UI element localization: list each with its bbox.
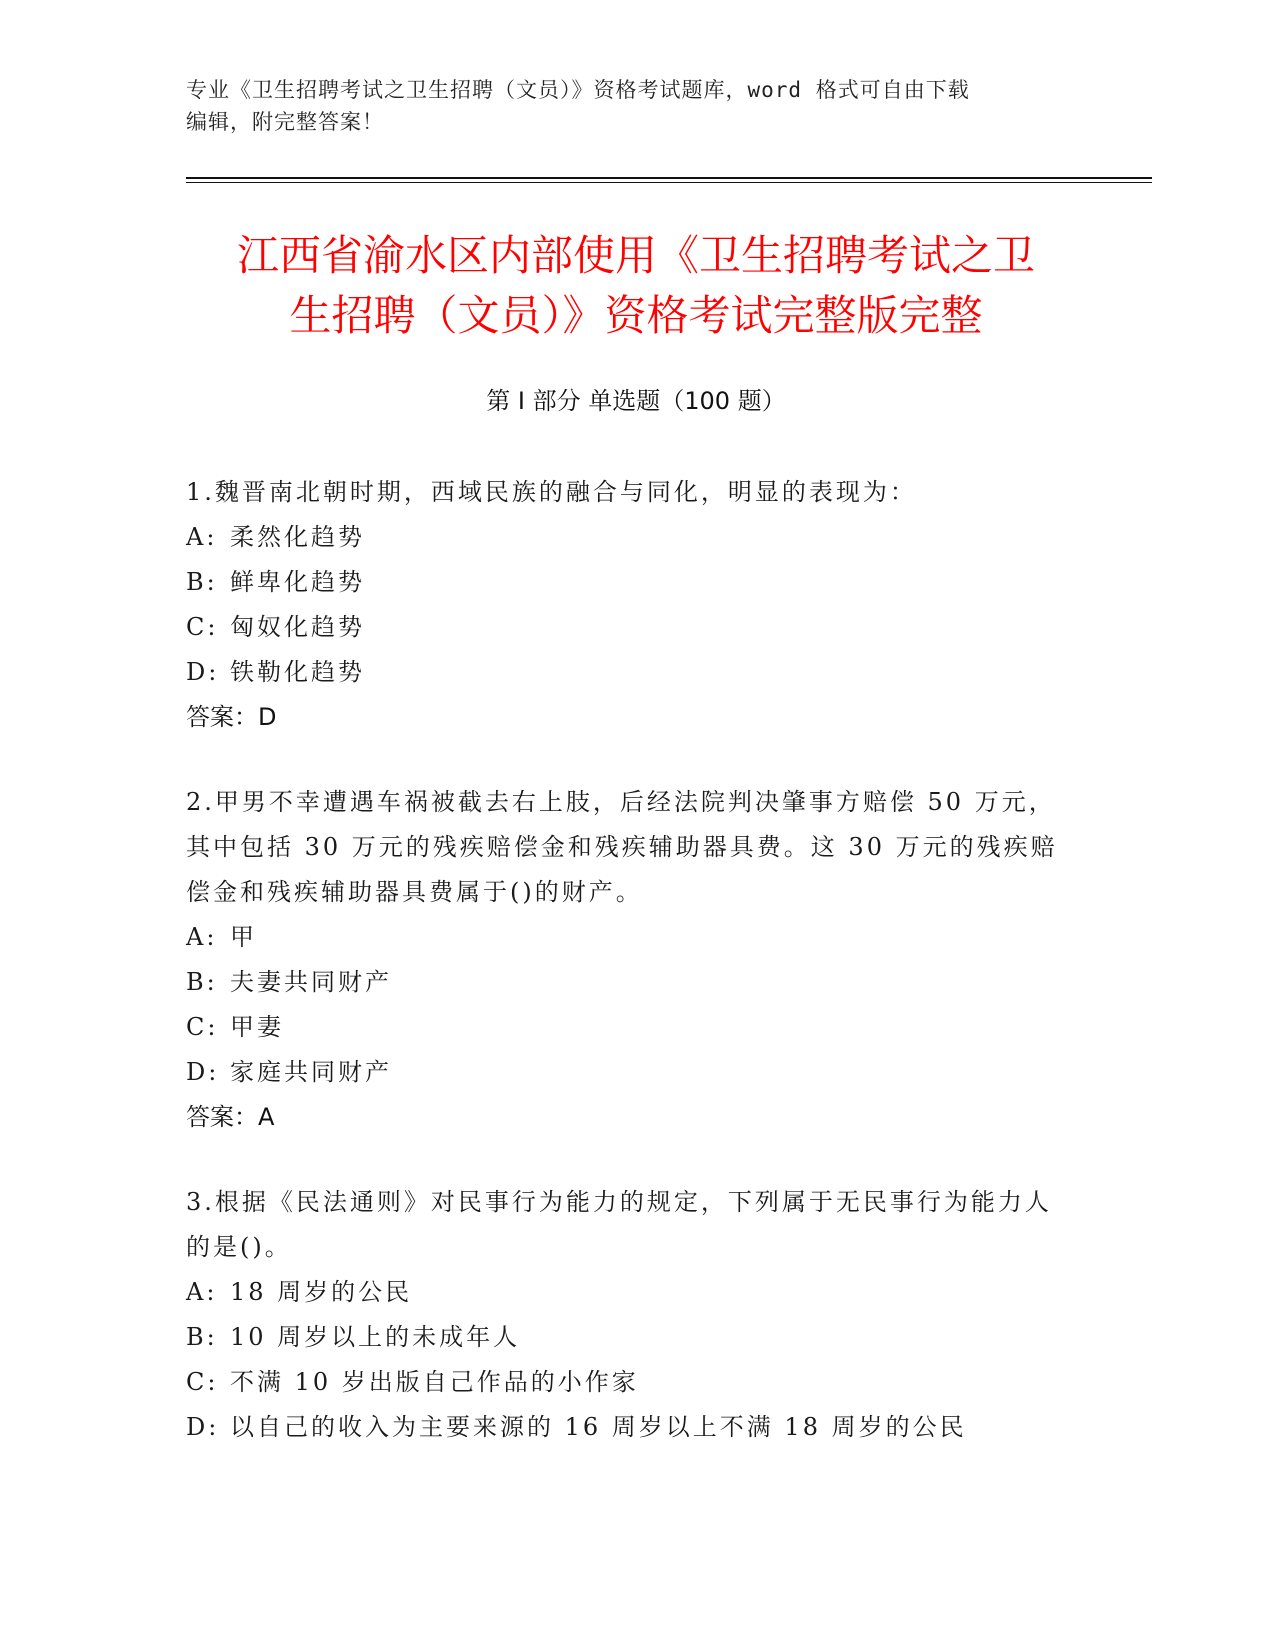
option-c [186, 1005, 1066, 1050]
option-text: 10 周岁以上的未成年人 [230, 1323, 521, 1351]
option-d [186, 1405, 1066, 1450]
header-note-line-2: 编辑，附完整答案！ [186, 110, 384, 134]
header-note [186, 74, 1086, 138]
option-text: 夫妻共同财产 [230, 968, 392, 996]
option-letter: D: [186, 1058, 220, 1086]
document-title-line-2: 生招聘（文员）》资格考试完整版完整 [289, 291, 983, 340]
option-letter: B: [186, 968, 218, 996]
question-2 [186, 780, 1066, 1140]
option-c [186, 605, 1066, 650]
option-a [186, 915, 1066, 960]
header-divider-thick [186, 177, 1152, 179]
question-stem: 2.甲男不幸遭遇车祸被截去右上肢，后经法院判决肇事方赔偿 50 万元，其中包括 30 万元的残疾赔偿金和残疾辅助器具费。这 30 万元的残疾赔偿金和残疾辅助器具费属于()的财产。 [186, 788, 1058, 906]
question-stem: 3.根据《民法通则》对民事行为能力的规定，下列属于无民事行为能力人的是()。 [186, 1188, 1052, 1261]
header-note-line-1: 专业《卫生招聘考试之卫生招聘（文员）》资格考试题库，word 格式可自由下载 [186, 78, 970, 102]
answer-label: 答案：A [186, 1103, 275, 1131]
section-title: 第 I 部分 单选题（100 题） [486, 387, 786, 415]
option-d [186, 1050, 1066, 1095]
option-letter: D: [186, 1413, 220, 1441]
question-stem: 1.魏晋南北朝时期，西域民族的融合与同化，明显的表现为： [186, 478, 917, 506]
option-b [186, 560, 1066, 605]
option-letter: C: [186, 1013, 219, 1041]
option-letter: B: [186, 1323, 218, 1351]
option-c [186, 1360, 1066, 1405]
option-letter: C: [186, 613, 219, 641]
option-text: 鲜卑化趋势 [230, 568, 365, 596]
option-letter: A: [186, 1278, 218, 1306]
option-b [186, 1315, 1066, 1360]
question-1 [186, 470, 1066, 740]
header-divider-thin [186, 182, 1152, 183]
option-letter: A: [186, 923, 218, 951]
option-text: 铁勒化趋势 [230, 658, 365, 686]
question-3 [186, 1180, 1066, 1450]
option-letter: A: [186, 523, 218, 551]
option-letter: D: [186, 658, 220, 686]
option-letter: B: [186, 568, 218, 596]
question-list [186, 470, 1066, 1490]
document-title-line-1: 江西省渝水区内部使用《卫生招聘考试之卫 [236, 231, 1035, 280]
option-text: 匈奴化趋势 [230, 613, 365, 641]
option-a [186, 1270, 1066, 1315]
document-title [186, 226, 1086, 346]
option-text: 不满 10 岁出版自己作品的小作家 [230, 1368, 639, 1396]
option-d [186, 650, 1066, 695]
option-text: 家庭共同财产 [230, 1058, 392, 1086]
option-text: 甲妻 [230, 1013, 284, 1041]
option-text: 18 周岁的公民 [230, 1278, 413, 1306]
option-letter: C: [186, 1368, 219, 1396]
option-text: 柔然化趋势 [230, 523, 365, 551]
option-b [186, 960, 1066, 1005]
answer-label: 答案：D [186, 703, 277, 731]
option-text: 甲 [230, 923, 257, 951]
option-text: 以自己的收入为主要来源的 16 周岁以上不满 18 周岁的公民 [230, 1413, 967, 1441]
option-a [186, 515, 1066, 560]
